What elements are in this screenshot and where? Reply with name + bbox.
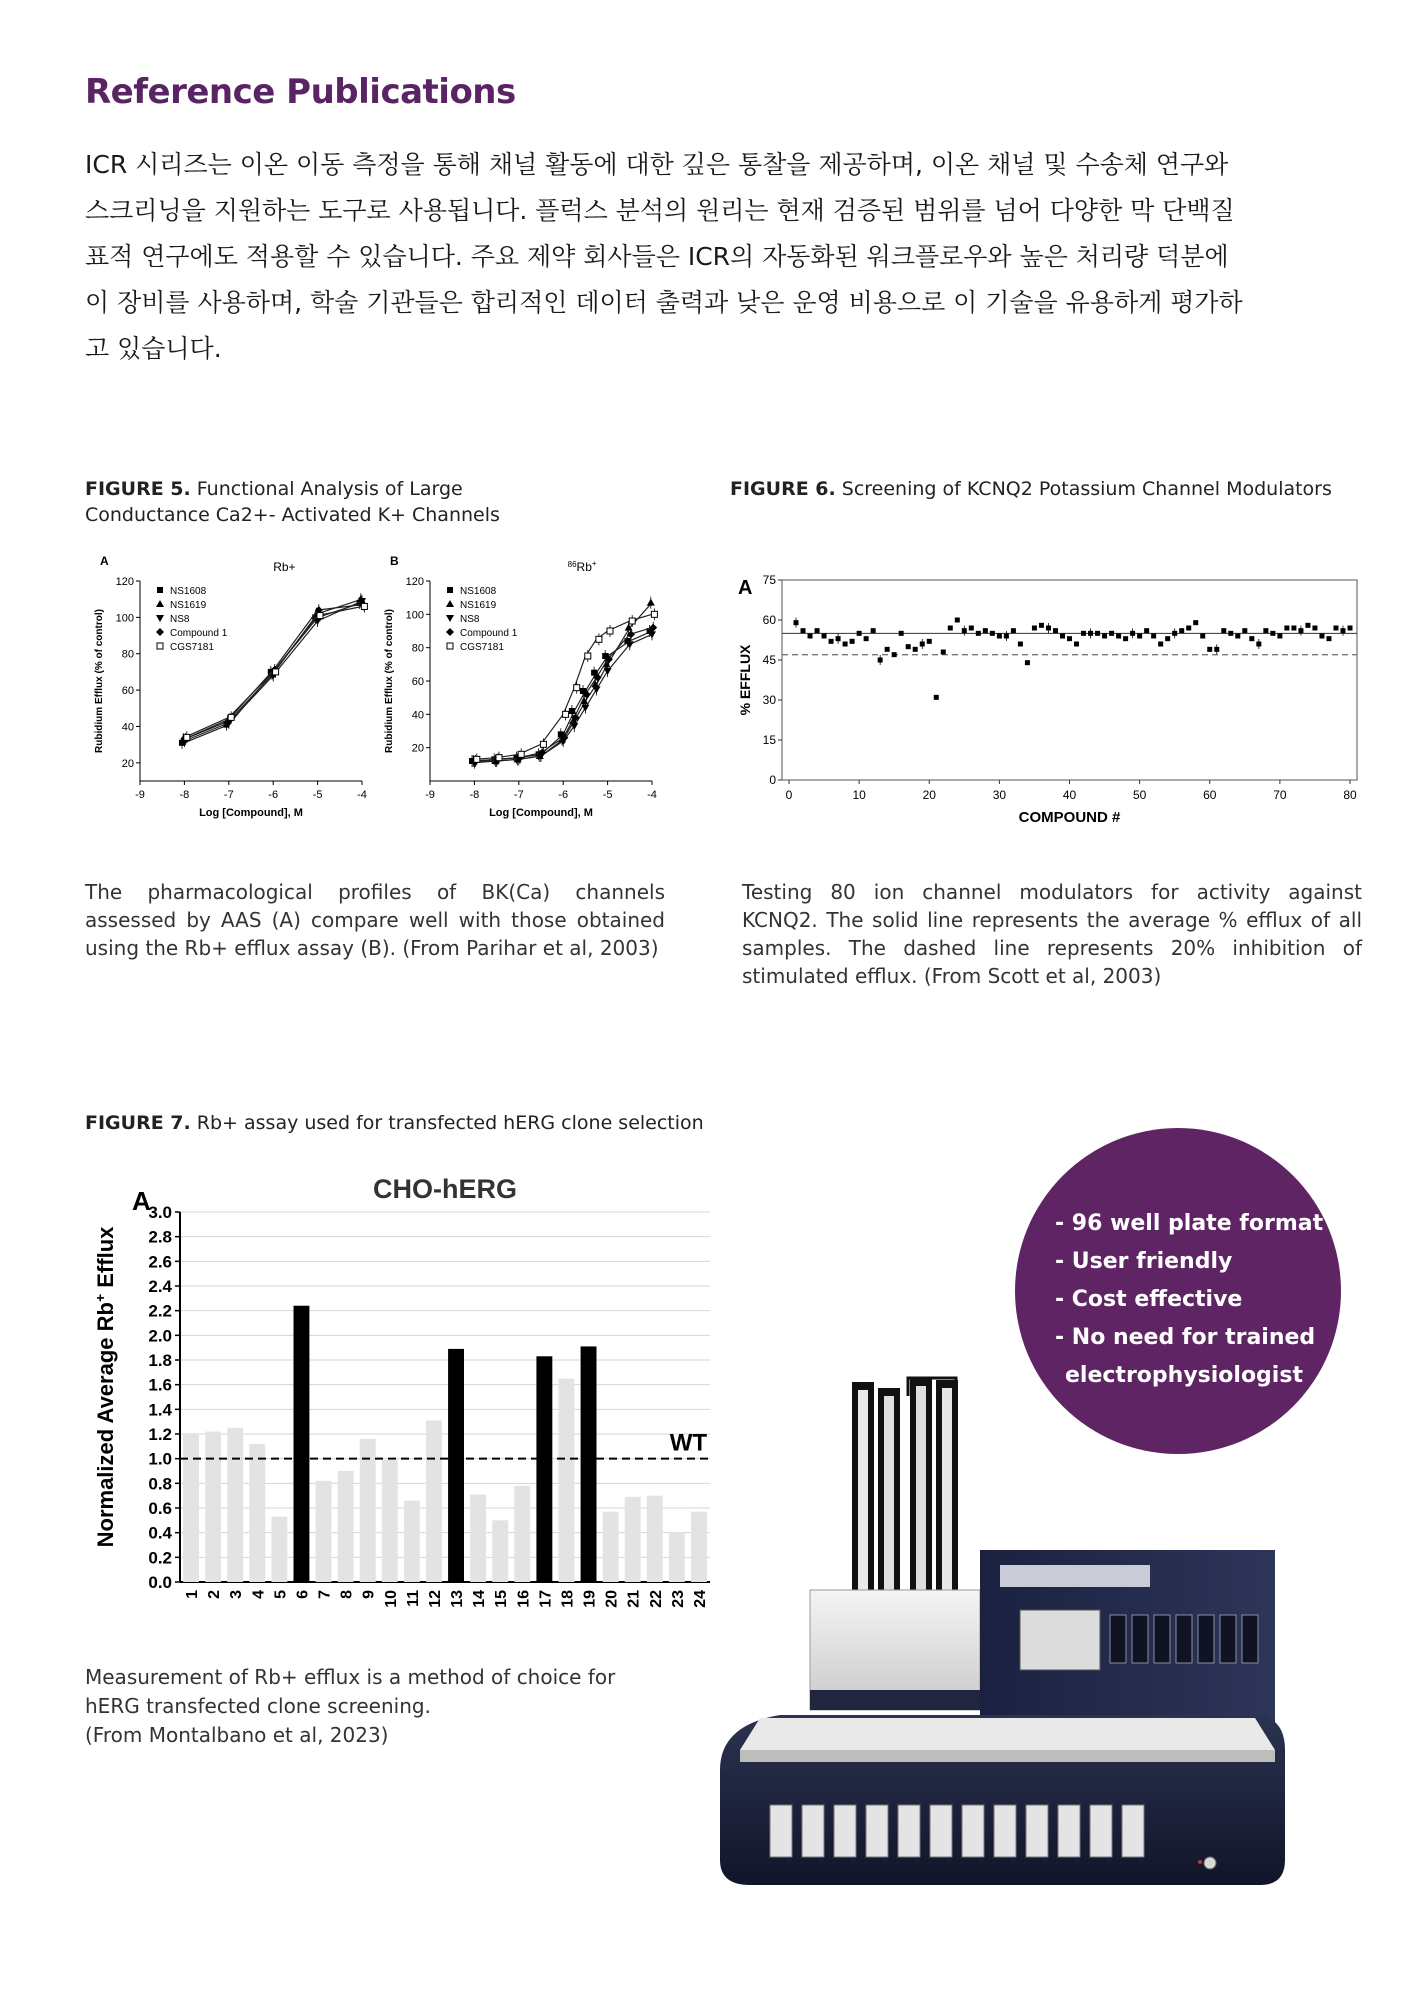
y-tick-label: 80	[121, 648, 134, 661]
data-point	[1081, 631, 1086, 636]
x-tick-label: 7	[316, 1590, 334, 1599]
x-tick-label: -8	[179, 789, 190, 801]
data-point	[927, 639, 932, 644]
data-point	[446, 628, 454, 636]
chart-title: CHO-hERG	[373, 1174, 517, 1204]
data-point	[563, 711, 569, 717]
data-point	[447, 643, 453, 649]
bar	[249, 1444, 265, 1582]
figure6-caption-text: Screening of KCNQ2 Potassium Channel Modulators	[841, 478, 1332, 500]
x-tick-label: 9	[360, 1590, 378, 1599]
y-tick-label: 120	[405, 576, 424, 588]
data-point	[836, 636, 841, 641]
data-point	[651, 611, 657, 617]
bar	[426, 1420, 442, 1582]
y-tick-label: 2.2	[148, 1301, 172, 1321]
y-tick-label: 60	[762, 613, 776, 627]
data-point	[941, 650, 946, 655]
feature-item: electrophysiologist	[1065, 1363, 1303, 1388]
x-tick-label: -9	[425, 789, 435, 801]
data-point	[156, 628, 164, 636]
data-point	[1144, 628, 1149, 633]
figure6-plot	[737, 573, 1357, 826]
y-tick-label: 120	[115, 576, 134, 588]
data-point	[808, 634, 813, 639]
data-point	[1333, 626, 1338, 631]
bar	[625, 1497, 641, 1582]
data-point	[857, 631, 862, 636]
panel-label: B	[390, 556, 399, 568]
data-point	[913, 647, 918, 652]
y-tick-label: 40	[121, 721, 134, 734]
figure7-caption	[85, 1110, 725, 1136]
x-tick-label: 4	[250, 1590, 268, 1599]
legend-label: NS8	[460, 614, 480, 625]
x-tick-label: 6	[294, 1590, 312, 1599]
x-tick-label: 2	[206, 1590, 224, 1599]
x-tick-label: -5	[602, 789, 613, 801]
figure7-description-line: Measurement of Rb+ efflux is a method of choice for	[85, 1665, 616, 1689]
channel-modules	[1110, 1615, 1258, 1663]
legend-label: NS1619	[170, 600, 207, 611]
x-tick-label: 17	[537, 1590, 555, 1608]
data-point	[591, 670, 597, 676]
y-tick-label: 0	[769, 773, 776, 787]
data-point	[1004, 634, 1009, 639]
x-tick-label: 15	[493, 1590, 511, 1608]
x-tick-label: 20	[922, 788, 936, 802]
figure5-caption-line2: Conductance Ca2+- Activated K+ Channels	[85, 504, 500, 526]
figure7-description-line: (From Montalbano et al, 2023)	[85, 1723, 389, 1747]
data-point	[815, 628, 820, 633]
data-point	[569, 708, 575, 714]
y-tick-label: 100	[115, 612, 134, 625]
x-tick-label: -6	[558, 789, 569, 801]
x-tick-label: -4	[357, 789, 367, 801]
intro-line: 고 있습니다.	[85, 334, 222, 363]
data-point	[157, 587, 163, 593]
y-tick-label: 2.0	[148, 1326, 172, 1346]
y-tick-label: 0.0	[148, 1573, 172, 1592]
x-tick-label: 24	[691, 1590, 709, 1608]
data-point	[1263, 628, 1268, 633]
x-tick-label: 10	[852, 788, 866, 802]
data-point	[1348, 626, 1353, 631]
data-point	[934, 695, 939, 700]
data-point	[1291, 626, 1296, 631]
y-tick-label: 40	[411, 709, 424, 722]
data-point	[1067, 636, 1072, 641]
panel-label: A	[738, 577, 753, 599]
pipettor-head	[1020, 1610, 1100, 1670]
data-point	[474, 756, 480, 762]
x-tick-label: 19	[581, 1590, 599, 1608]
data-point	[647, 599, 655, 606]
y-axis-label-main: Normalized Average Rb	[93, 1302, 118, 1548]
figure6-caption	[730, 476, 1370, 502]
legend-label: CGS7181	[460, 642, 504, 653]
x-tick-label: 5	[272, 1590, 290, 1599]
legend-label: Compound 1	[170, 628, 228, 639]
figure6-label: FIGURE 6.	[730, 478, 836, 500]
data-point	[228, 714, 234, 720]
bar	[492, 1520, 508, 1582]
x-tick-label: 11	[404, 1590, 422, 1607]
data-point	[184, 734, 190, 740]
y-tick-label: 60	[121, 685, 134, 698]
figure7-plot	[92, 1174, 710, 1608]
y-tick-label: 30	[762, 693, 776, 707]
data-point	[156, 600, 164, 607]
data-point	[446, 600, 454, 607]
data-point	[1326, 636, 1331, 641]
data-point	[962, 628, 967, 633]
data-point	[1312, 626, 1317, 631]
x-tick-label: -9	[135, 789, 145, 801]
y-tick-label: 1.0	[148, 1449, 172, 1469]
bar	[338, 1471, 354, 1582]
feature-item: - No need for trained	[1055, 1325, 1316, 1350]
y-tick-label: 1.4	[148, 1400, 172, 1420]
x-tick-label: 80	[1343, 788, 1357, 802]
features-bubble	[1015, 1128, 1341, 1454]
y-tick-label: 2.6	[148, 1252, 172, 1272]
data-point	[585, 653, 591, 659]
data-point	[1074, 642, 1079, 647]
x-tick-label: 60	[1203, 788, 1217, 802]
data-point	[1060, 634, 1065, 639]
data-point	[801, 628, 806, 633]
intro-paragraph	[85, 142, 1345, 372]
intro-line: 표적 연구에도 적용할 수 있습니다. 주요 제약 회사들은 ICR의 자동화된 워크플로우와 높은 처리량 덕분에	[85, 242, 1229, 271]
data-point	[1151, 634, 1156, 639]
panel-title-charge: +	[591, 559, 597, 568]
data-point	[794, 620, 799, 625]
bar	[448, 1349, 464, 1582]
data-point	[1172, 631, 1177, 636]
intro-line: 이 장비를 사용하며, 학술 기관들은 합리적인 데이터 출력과 낮은 운영 비용으로 이 기술을 유용하게 평가하	[85, 288, 1243, 317]
data-point	[892, 652, 897, 657]
data-point	[447, 587, 453, 593]
data-point	[948, 626, 953, 631]
y-tick-label: 60	[411, 676, 424, 688]
x-axis-label: COMPOUND #	[1018, 809, 1121, 826]
x-tick-label: 70	[1273, 788, 1287, 802]
legend-label: NS1608	[170, 586, 207, 597]
y-tick-label: 100	[405, 609, 424, 622]
data-point	[1095, 631, 1100, 636]
bar	[294, 1306, 310, 1582]
x-tick-label: -5	[312, 789, 323, 801]
data-point	[1158, 642, 1163, 647]
y-tick-label: 45	[762, 653, 776, 667]
data-point	[906, 644, 911, 649]
data-point	[997, 634, 1002, 639]
legend-label: Compound 1	[460, 628, 518, 639]
x-tick-label: 3	[228, 1590, 246, 1599]
data-point	[990, 631, 995, 636]
data-point	[596, 636, 602, 642]
data-point	[1193, 620, 1198, 625]
panel-label: A	[132, 1186, 151, 1216]
loader-housing-base	[810, 1690, 980, 1710]
feature-item: - User friendly	[1055, 1249, 1233, 1274]
y-tick-label: 0.6	[148, 1499, 172, 1518]
bar	[669, 1533, 685, 1582]
bar	[470, 1494, 486, 1582]
x-tick-label: 20	[603, 1590, 621, 1608]
data-point	[1242, 628, 1247, 633]
data-point	[1165, 636, 1170, 641]
data-point	[1256, 642, 1261, 647]
panel-title-ion: Rb	[576, 560, 592, 574]
x-tick-label: 30	[992, 788, 1007, 802]
intro-line: 스크리닝을 지원하는 도구로 사용됩니다. 플럭스 분석의 원리는 현재 검증된 범위를 넘어 다양한 막 단백질	[85, 196, 1235, 225]
figure7-description-line: hERG transfected clone screening.	[85, 1694, 431, 1718]
y-axis-label	[92, 1226, 118, 1548]
data-point	[1235, 634, 1240, 639]
data-point	[969, 626, 974, 631]
figure7-label: FIGURE 7.	[85, 1112, 191, 1134]
x-tick-label: 13	[449, 1590, 467, 1608]
figure7-caption-text: Rb+ assay used for transfected hERG clone selection	[196, 1112, 704, 1134]
data-point	[593, 686, 601, 693]
data-point	[518, 751, 524, 757]
data-point	[1186, 626, 1191, 631]
data-point	[607, 628, 613, 634]
data-point	[850, 639, 855, 644]
data-point	[920, 642, 925, 647]
y-tick-label: 2.4	[148, 1277, 172, 1296]
data-point	[1053, 628, 1058, 633]
bar	[382, 1460, 398, 1582]
plot-frame	[782, 580, 1357, 780]
data-point	[976, 631, 981, 636]
x-tick-label: 21	[625, 1590, 643, 1608]
instrument-cover-edge	[740, 1750, 1275, 1762]
bar	[360, 1439, 376, 1582]
x-tick-label: 22	[647, 1590, 665, 1608]
figure7-description	[85, 1663, 685, 1750]
x-tick-label: 40	[1062, 788, 1077, 802]
data-point	[1011, 628, 1016, 633]
data-point	[899, 631, 904, 636]
legend-label: NS1619	[460, 600, 497, 611]
data-point	[1109, 631, 1114, 636]
data-point	[843, 642, 848, 647]
y-tick-label: 80	[411, 642, 424, 655]
y-tick-label: 0.8	[148, 1474, 172, 1494]
data-point	[1214, 647, 1219, 652]
y-tick-label: 1.6	[148, 1375, 172, 1395]
data-point	[822, 634, 827, 639]
feature-item: - Cost effective	[1055, 1287, 1243, 1312]
x-tick-label: -7	[513, 789, 524, 801]
figure5-chart	[85, 556, 680, 856]
bar	[581, 1346, 597, 1582]
legend-label: NS1608	[460, 586, 497, 597]
data-point	[1284, 626, 1289, 631]
status-led-icon	[1198, 1860, 1202, 1864]
y-axis-label-tail: Efflux	[93, 1226, 118, 1294]
y-axis-label-sup: +	[92, 1293, 108, 1303]
x-tick-label: -6	[268, 789, 279, 801]
y-tick-label: 0.2	[148, 1548, 172, 1568]
panel-title-isotope: 86	[567, 560, 577, 569]
data-point	[1025, 660, 1030, 665]
x-tick-label: 16	[515, 1590, 533, 1608]
data-point	[317, 613, 323, 619]
data-point	[1130, 631, 1135, 636]
y-tick-label: 20	[121, 757, 134, 770]
legend-label: CGS7181	[170, 642, 214, 653]
x-tick-label: 50	[1132, 788, 1147, 802]
x-tick-label: 12	[426, 1590, 444, 1608]
y-tick-label: 3.0	[148, 1203, 172, 1222]
figure7-chart	[90, 1160, 730, 1640]
data-point	[983, 628, 988, 633]
data-point	[885, 647, 890, 652]
data-point	[1032, 626, 1037, 631]
bar	[183, 1434, 199, 1582]
data-point	[1200, 634, 1205, 639]
x-tick-label: 8	[338, 1590, 356, 1599]
data-point	[1039, 623, 1044, 628]
data-point	[1116, 634, 1121, 639]
data-point	[540, 741, 546, 747]
data-point	[878, 658, 883, 663]
x-tick-label: 23	[669, 1590, 687, 1608]
x-axis-label: Log [Compound], M	[199, 807, 303, 819]
y-tick-label: 1.8	[148, 1351, 172, 1370]
bar	[559, 1379, 575, 1583]
intro-line: ICR 시리즈는 이온 이동 측정을 통해 채널 활동에 대한 깊은 통찰을 제공하며, 이온 채널 및 수송체 연구와	[85, 150, 1229, 179]
y-tick-label: 0.4	[148, 1523, 172, 1543]
bar	[536, 1356, 552, 1582]
reference-label: WT	[669, 1429, 707, 1457]
data-point	[604, 668, 612, 675]
data-point	[1340, 628, 1345, 633]
data-point	[1277, 634, 1282, 639]
data-point	[829, 639, 834, 644]
y-tick-label: 20	[411, 742, 424, 755]
bar	[271, 1517, 287, 1582]
pipettor-rail	[1000, 1565, 1150, 1587]
y-tick-label: 2.8	[148, 1227, 172, 1247]
bar	[514, 1486, 530, 1582]
x-tick-label: -8	[469, 789, 480, 801]
bar	[647, 1496, 663, 1582]
panel-label: A	[100, 556, 109, 568]
figure5-panel-a	[94, 556, 367, 819]
x-tick-label: 0	[785, 788, 793, 802]
x-axis-label: Log [Compound], M	[489, 807, 593, 819]
data-point	[496, 755, 502, 761]
data-point	[157, 643, 163, 649]
data-point	[629, 618, 635, 624]
legend-label: NS8	[170, 614, 190, 625]
x-tick-label: 14	[471, 1590, 489, 1608]
data-point	[361, 603, 367, 609]
data-point	[1228, 631, 1233, 636]
x-tick-label: 18	[559, 1590, 577, 1608]
x-tick-label: -7	[223, 789, 234, 801]
y-axis-label: % EFFLUX	[737, 644, 753, 716]
figure5-description: The pharmacological profiles of BK(Ca) channels assessed by AAS (A) compare well with those obtained using the Rb+ efflux assay (B). (From Parihar et al, 2003)	[85, 880, 665, 960]
data-point	[1305, 623, 1310, 628]
bar	[205, 1432, 221, 1582]
figure5-caption	[85, 476, 645, 528]
data-point	[1179, 628, 1184, 633]
panel-title	[568, 559, 597, 574]
data-point	[1270, 631, 1275, 636]
x-tick-label: 1	[184, 1590, 202, 1599]
data-point	[1137, 634, 1142, 639]
data-point	[156, 615, 164, 622]
figure5-label: FIGURE 5.	[85, 478, 191, 500]
page-title: Reference Publications	[85, 72, 516, 112]
bar	[404, 1501, 420, 1582]
x-tick-label: -4	[647, 789, 657, 801]
y-tick-label: 1.2	[148, 1425, 172, 1444]
data-point	[1319, 634, 1324, 639]
bar	[316, 1481, 332, 1582]
data-point	[1102, 634, 1107, 639]
plate-stacker	[852, 1378, 958, 1612]
data-point	[1088, 631, 1093, 636]
data-point	[273, 669, 279, 675]
figure6-description: Testing 80 ion channel modulators for activity against KCNQ2. The solid line represents the average % efflux of all samples. The dashed line represents 20% inhibition of stimulated efflux. (From Scott et al, 2003)	[742, 880, 1362, 988]
data-point	[581, 705, 589, 712]
data-point	[955, 618, 960, 623]
y-tick-label: 75	[762, 573, 776, 587]
figure5-caption-line1: Functional Analysis of Large	[196, 478, 463, 500]
data-point	[1249, 636, 1254, 641]
features-list	[1055, 1205, 1323, 1395]
data-point	[1298, 628, 1303, 633]
x-tick-label: 10	[382, 1590, 400, 1608]
bar	[603, 1512, 619, 1582]
data-point	[871, 628, 876, 633]
power-button-icon	[1204, 1857, 1216, 1869]
data-point	[574, 685, 580, 691]
instrument-top-cover	[740, 1718, 1275, 1750]
figure6-chart	[730, 565, 1370, 835]
data-point	[446, 615, 454, 622]
y-tick-label: 15	[762, 733, 776, 747]
data-point	[1123, 636, 1128, 641]
data-point	[1018, 642, 1023, 647]
data-point	[1221, 628, 1226, 633]
data-point	[1207, 647, 1212, 652]
bar	[227, 1428, 243, 1582]
y-axis-label: Rubidium Efflux (% of control)	[384, 609, 395, 753]
panel-title: Rb+	[273, 560, 296, 574]
data-point	[864, 636, 869, 641]
feature-item: - 96 well plate format	[1055, 1211, 1324, 1236]
y-axis-label: Rubidium Efflux (% of control)	[94, 609, 105, 753]
figure5-panel-b	[384, 556, 657, 819]
data-point	[1046, 626, 1051, 631]
